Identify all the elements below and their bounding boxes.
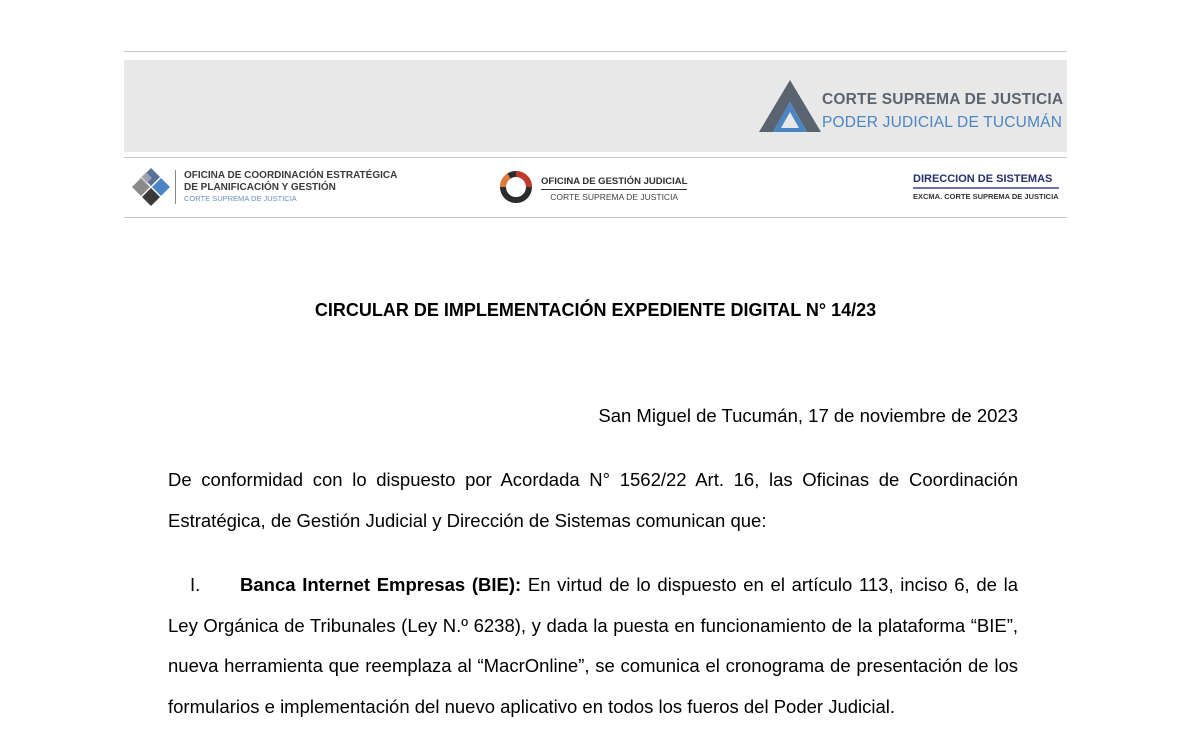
- ogj-line2: CORTE SUPREMA DE JUSTICIA: [550, 192, 679, 202]
- item-number: I.: [190, 574, 201, 595]
- document-title: CIRCULAR DE IMPLEMENTACIÓN EXPEDIENTE DIGITAL N° 14/23: [314, 300, 877, 320]
- systems-office-label: [913, 173, 1059, 201]
- intro-paragraph: De conformidad con lo dispuesto por Acordada N° 1562/22 Art. 16, las Oficinas de Coordinación Estratégica, de Gestión Judicial y Dirección de Sistemas comunican que:: [168, 469, 1018, 531]
- ocep-line3: CORTE SUPREMA DE JUSTICIA: [184, 194, 297, 203]
- ogj-office-label: [541, 176, 687, 202]
- systems-line2: EXCMA. CORTE SUPREMA DE JUSTICIA: [913, 192, 1059, 201]
- offices-bottom-rule: [124, 217, 1067, 218]
- ocep-office-label: [175, 170, 397, 204]
- systems-line1: DIRECCION DE SISTEMAS: [913, 173, 1059, 189]
- list-item: [168, 565, 1018, 727]
- ogj-ring-logo-icon: [498, 169, 534, 205]
- item-title: Banca Internet Empresas (BIE):: [240, 574, 522, 595]
- document-date: San Miguel de Tucumán, 17 de noviembre de 2023: [598, 405, 1018, 426]
- header-top-rule: [124, 51, 1067, 52]
- banner-bottom-rule: [124, 157, 1067, 158]
- court-name-line2: PODER JUDICIAL DE TUCUMÁN: [822, 114, 1063, 131]
- court-name-line1: CORTE SUPREMA DE JUSTICIA: [822, 91, 1064, 108]
- ogj-line1: OFICINA DE GESTIÓN JUDICIAL: [541, 176, 687, 190]
- item-text: En virtud de lo dispuesto en el artículo 113, inciso 6, de la Ley Orgánica de Tribunales (Ley N.º 6238), y dada la puesta en funcionamiento de la plataforma “BIE”, nueva herramienta que reemplaza al “MacrOnline”, se comunica el cronograma de presentación de los formularios e implementación del nuevo aplicativo en todos los fueros del Poder Judicial.: [168, 574, 1018, 717]
- court-banner: [124, 60, 1067, 152]
- ocep-line2: DE PLANIFICACIÓN Y GESTIÓN: [184, 182, 336, 193]
- csj-triangle-logo-icon: [757, 78, 823, 134]
- ocep-line1: OFICINA DE COORDINACIÓN ESTRATÉGICA: [184, 170, 398, 181]
- ocep-diamond-logo-icon: [130, 166, 172, 208]
